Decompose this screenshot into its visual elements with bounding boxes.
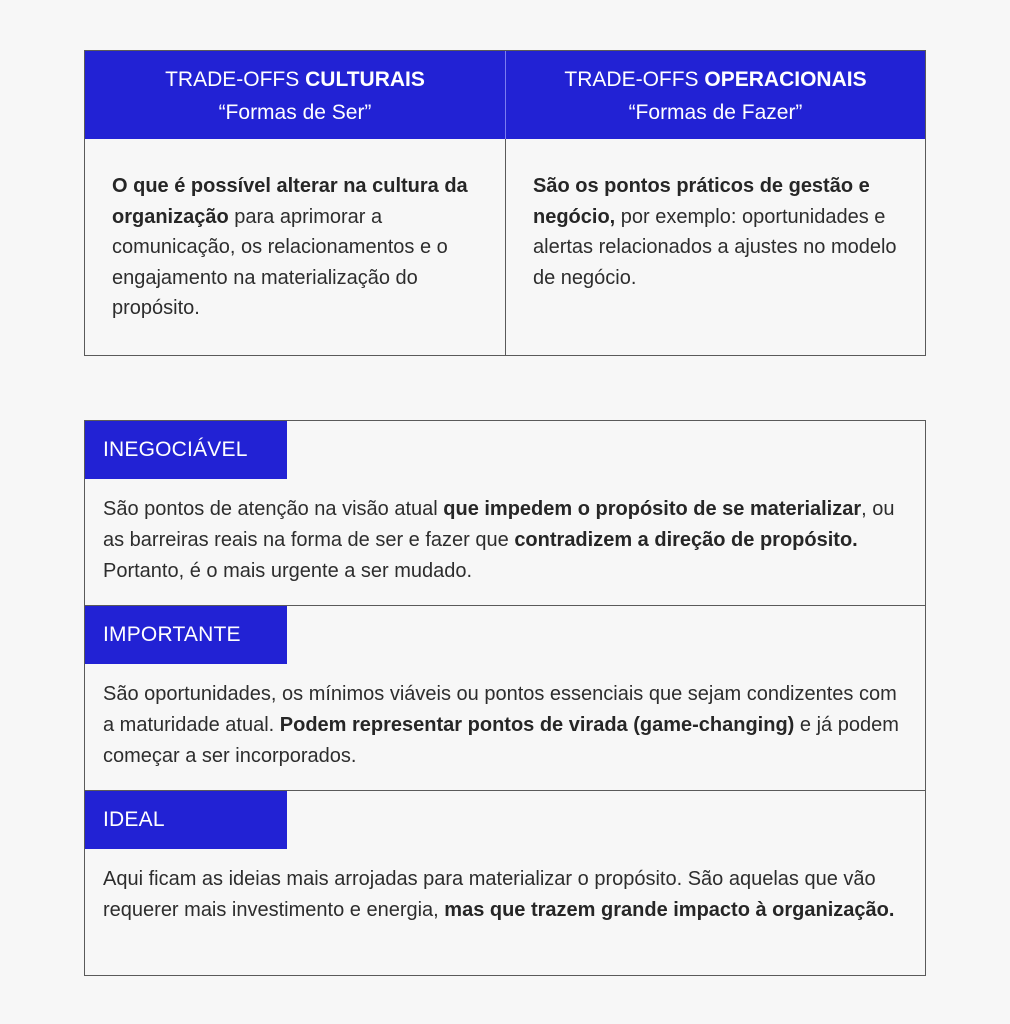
header-culturais-title: TRADE-OFFS CULTURAIS <box>165 68 425 91</box>
tag-importante: IMPORTANTE <box>85 606 287 664</box>
tag-inegociavel: INEGOCIÁVEL <box>85 421 287 479</box>
level-importante <box>85 606 925 791</box>
header-culturais-subtitle: “Formas de Ser” <box>218 101 372 124</box>
desc-importante: São oportunidades, os mínimos viáveis ou pontos essenciais que sejam condizentes com a maturidade atual. Podem representar pontos de virada (game-changing) e já podem começar a ser incorporados. <box>103 683 899 767</box>
desc-ideal: Aqui ficam as ideias mais arrojadas para materializar o propósito. São aquelas que vão requerer mais investimento e energia, mas que trazem grande impacto à organização. <box>103 868 895 921</box>
level-ideal <box>85 791 925 976</box>
header-culturais <box>85 51 506 139</box>
priority-levels <box>84 420 926 976</box>
tradeoffs-table <box>84 50 926 356</box>
header-operacionais-subtitle: “Formas de Fazer” <box>628 101 803 124</box>
tag-ideal: IDEAL <box>85 791 287 849</box>
cell-operacionais: São os pontos práticos de gestão e negócio, por exemplo: oportunidades e alertas relacionados a ajustes no modelo de negócio. <box>533 175 897 289</box>
level-inegociavel <box>85 421 925 606</box>
cell-culturais: O que é possível alterar na cultura da organização para aprimorar a comunicação, os relacionamentos e o engajamento na materialização do propósito. <box>85 139 506 355</box>
header-operacionais <box>506 51 925 139</box>
header-operacionais-title: TRADE-OFFS OPERACIONAIS <box>564 68 867 91</box>
desc-inegociavel: São pontos de atenção na visão atual que impedem o propósito de se materializar, ou as barreiras reais na forma de ser e fazer que contradizem a direção de propósito. Portanto, é o mais urgente a ser mudado. <box>103 498 895 582</box>
